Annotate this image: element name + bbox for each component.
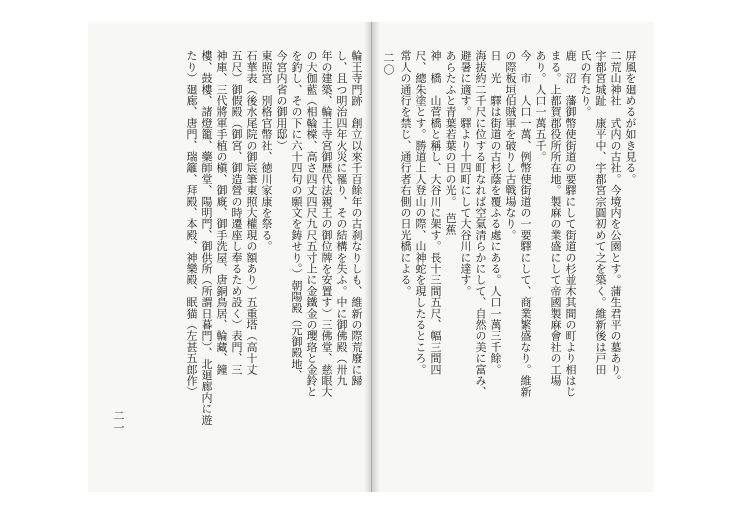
left-page-text <box>110 50 364 450</box>
text-line: 尺、總朱塗とす。勝道上人登山の際、山神蛇を現したるところ。 <box>414 50 427 375</box>
text-line: 樓、鼓樓、諸燈籠、藥師堂、陽明門、御供所（所謂日暮門）、北廻廊内に遊 <box>200 50 213 426</box>
right-page-number: 二〇 <box>382 52 395 76</box>
text-line: の大伽藍（相輪橖、高さ四丈四尺九尺五寸上に金鐵金の瓔珞と金鈴と <box>305 50 318 398</box>
book-gutter <box>364 22 380 492</box>
text-line: 神庫、三代將軍手植の槇、御廐、御手洗屋、唐銅鳥居、輪藏、鐘 <box>215 50 228 375</box>
text-line: 宇都宮城趾 康平中、宇都宮宗圓初めて之を築く。維新後は戸田 <box>594 50 607 375</box>
text-line: 屏風を廻めるが如き見る。 <box>624 50 637 185</box>
text-line: あらたふと青葉若葉の日の光。 芭蕉 <box>444 50 457 235</box>
right-page <box>372 22 654 492</box>
text-line: 避暑に適す。驛より十四町にして大谷川に達す。 <box>459 50 472 297</box>
left-page-number: 二一 <box>112 410 125 434</box>
text-line: まる。上都賀郡役所所在地。製麻の業盛にして帝國製麻會社の工場 <box>549 50 562 386</box>
text-line: 石華表（後水尾院の御宸筆東照大權現の額あり）五重塔（高十丈 <box>245 50 258 375</box>
text-line: 氏の有たり。 <box>579 50 592 118</box>
text-line: あり。人口一萬五千。 <box>534 50 547 162</box>
text-line: 輪王寺門跡 創立以來千百餘年の古刹なりしも、維新の際荒廢に歸 <box>350 50 363 386</box>
text-line: 神 橋 山菅橋と稱し、大谷川に架す。長十三間五尺、幅三間四 <box>429 50 442 375</box>
text-line: 常人の通行を禁じ、通行者右側の日光橋による。 <box>399 50 412 297</box>
text-line: 今 市 人口一萬、例幣使街道の一要驛にして、商業繁盛なり。維新 <box>519 50 532 398</box>
text-line: の際板垣伯賊軍を破りし古戰場なり。 <box>504 50 517 241</box>
text-line: 鹿 沼 藩御幣使街道の要驛にして街道の杉並木其間の町より相はじ <box>564 50 577 398</box>
text-line: 東照宮 別格官幣社、徳川家康を祭る。 <box>260 50 273 252</box>
book-spread <box>88 22 654 492</box>
text-line: し、且つ明治四年火災に罹り、その結構を失ふ。中に御佛殿（卅九 <box>335 50 348 386</box>
left-page <box>88 22 372 492</box>
text-line: 海拔約二千尺に位する町なれば空氣清らかにして、自然の美に富み、 <box>474 50 487 398</box>
text-line: を釣し、その下に六十四句の願文を鋳せり。）朝陽殿（元御殿地、 <box>290 50 303 381</box>
text-line: 五尺）御假殿（御宮、御造營の時遷座し奉るため設く）表門、三 <box>230 50 243 375</box>
text-line: 日 光 驛は街道の古杉蔭を覆ふる處にある。人口一萬三千餘。 <box>489 50 502 375</box>
text-line: 今宮内省の御用邸） <box>275 50 288 151</box>
right-page-text <box>380 50 638 450</box>
text-line: 二荒山神社 式内の古社。今境内を公園とす。蒲生君平の墓あり。 <box>609 50 622 386</box>
text-line: たり）廻廊、唐門、瑞籬、拜殿、本殿、神樂殿、眠猫（左甚五郎作） <box>185 50 198 398</box>
text-line: 年の建築、輪王寺宮御歴代法親王の御位牌を安置す）三佛堂、慈眼大 <box>320 50 333 398</box>
